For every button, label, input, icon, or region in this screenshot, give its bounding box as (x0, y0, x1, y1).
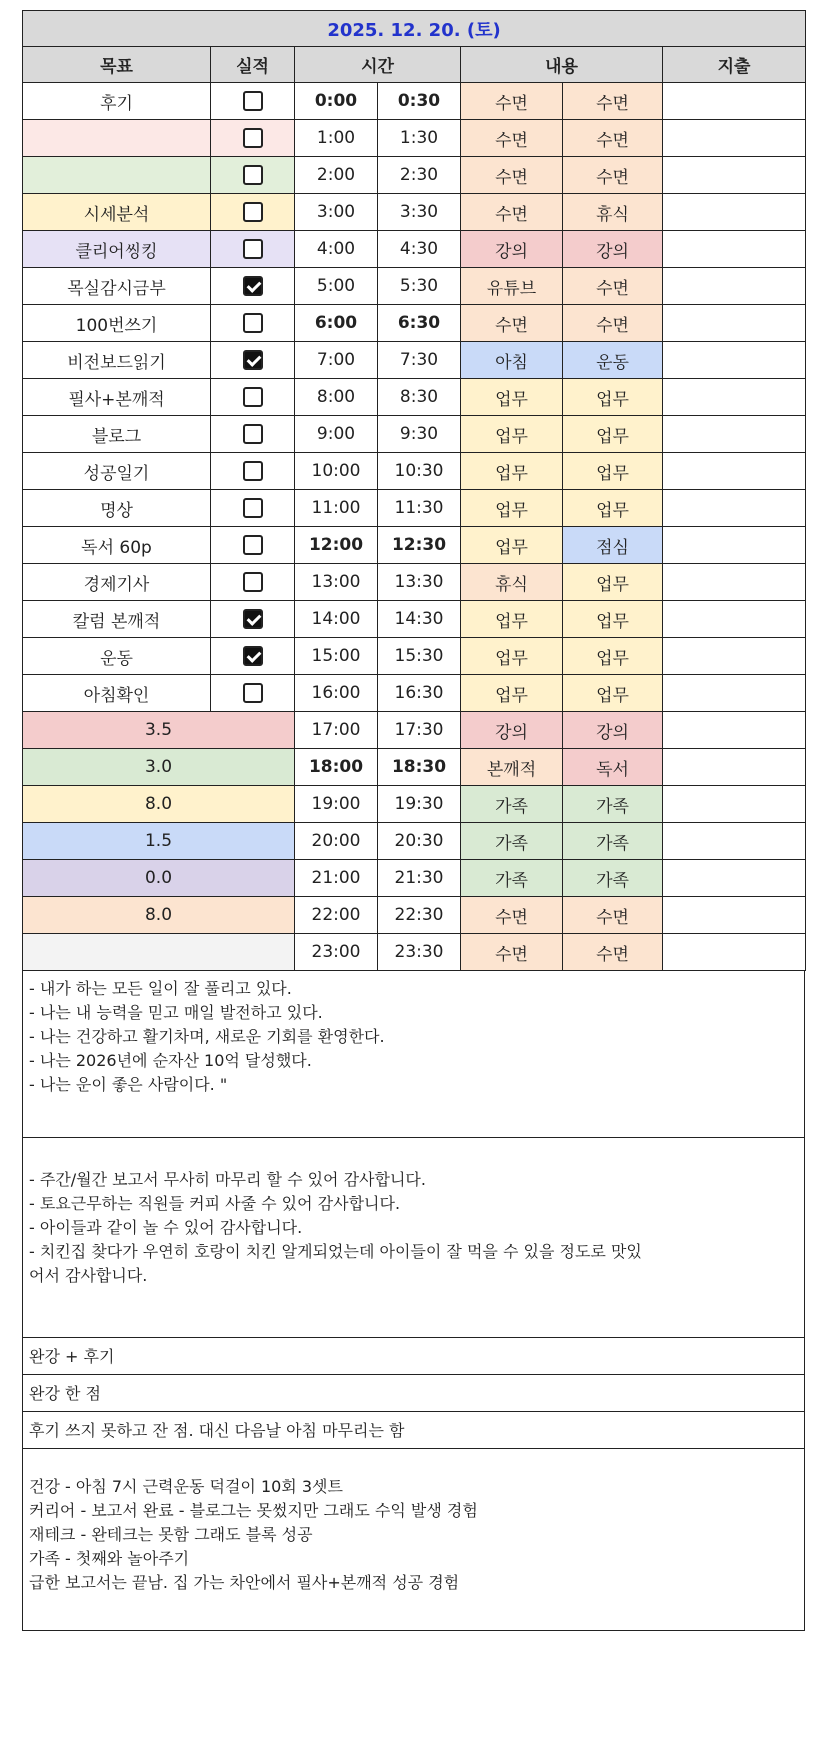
result-cell (211, 268, 295, 305)
content-first-half[interactable]: 수면 (461, 194, 563, 231)
schedule-row (23, 712, 806, 749)
content-second-half[interactable]: 업무 (563, 490, 663, 527)
time-start: 14:00 (295, 601, 378, 638)
goal-cell[interactable]: 필사+본깨적 (23, 379, 211, 416)
content-second-half[interactable]: 수면 (563, 268, 663, 305)
content-first-half[interactable]: 업무 (461, 601, 563, 638)
schedule-row (23, 83, 806, 120)
time-end: 11:30 (378, 490, 461, 527)
content-second-half[interactable]: 강의 (563, 712, 663, 749)
content-second-half[interactable]: 업무 (563, 638, 663, 675)
content-second-half[interactable]: 수면 (563, 897, 663, 934)
checkbox-icon[interactable] (243, 313, 263, 333)
daily-planner-sheet (22, 10, 805, 1631)
content-first-half[interactable]: 수면 (461, 157, 563, 194)
content-second-half[interactable]: 업무 (563, 564, 663, 601)
expense-cell[interactable] (663, 231, 806, 268)
improve-note[interactable]: 후기 쓰지 못하고 잔 점. 대신 다음날 아침 마무리는 함 (23, 1411, 805, 1448)
goal-cell[interactable]: 비전보드읽기 (23, 342, 211, 379)
time-start: 9:00 (295, 416, 378, 453)
schedule-row (23, 120, 806, 157)
affirmations-list (29, 977, 798, 1097)
expense-cell[interactable] (663, 83, 806, 120)
result-cell (211, 231, 295, 268)
result-header: 실적 (211, 47, 295, 83)
time-end: 15:30 (378, 638, 461, 675)
checkbox-icon[interactable] (243, 128, 263, 148)
text-line: 건강 - 아침 7시 근력운동 덕걸이 10회 3셋트 (29, 1476, 343, 1496)
checked-checkbox-icon[interactable] (243, 276, 263, 296)
content-first-half[interactable]: 수면 (461, 897, 563, 934)
text-line: - 나는 내 능력을 믿고 매일 발전하고 있다. (29, 1002, 323, 1022)
result-cell (211, 194, 295, 231)
time-start: 6:00 (295, 305, 378, 342)
content-first-half[interactable]: 업무 (461, 453, 563, 490)
content-second-half[interactable]: 강의 (563, 231, 663, 268)
schedule-row (23, 453, 806, 490)
schedule-row (23, 749, 806, 786)
schedule-row (23, 194, 806, 231)
time-end: 9:30 (378, 416, 461, 453)
content-second-half[interactable]: 가족 (563, 786, 663, 823)
text-line: - 주간/월간 보고서 무사히 마무리 할 수 있어 감사합니다. (29, 1169, 426, 1189)
gratitude-list (29, 1168, 798, 1288)
time-end: 4:30 (378, 231, 461, 268)
content-second-half[interactable]: 수면 (563, 157, 663, 194)
checkbox-icon[interactable] (243, 202, 263, 222)
content-first-half[interactable]: 업무 (461, 675, 563, 712)
time-end: 17:30 (378, 712, 461, 749)
result-cell (211, 638, 295, 675)
goal-cell[interactable]: 시세분석 (23, 194, 211, 231)
content-first-half[interactable]: 가족 (461, 860, 563, 897)
checkbox-icon[interactable] (243, 498, 263, 518)
text-line: 가족 - 첫째와 놀아주기 (29, 1548, 190, 1568)
time-header: 시간 (295, 47, 461, 83)
content-second-half[interactable]: 수면 (563, 83, 663, 120)
time-start: 23:00 (295, 934, 378, 971)
content-first-half[interactable]: 유튜브 (461, 268, 563, 305)
time-start: 19:00 (295, 786, 378, 823)
time-start: 18:00 (295, 749, 378, 786)
result-cell (211, 305, 295, 342)
expense-cell[interactable] (663, 601, 806, 638)
expense-cell[interactable] (663, 638, 806, 675)
result-cell (211, 453, 295, 490)
goal-cell[interactable]: 칼럼 본깨적 (23, 601, 211, 638)
text-line: - 나는 건강하고 활기차며, 새로운 기회를 환영한다. (29, 1026, 385, 1046)
schedule-row (23, 897, 806, 934)
content-first-half[interactable]: 수면 (461, 120, 563, 157)
content-first-half[interactable]: 아침 (461, 342, 563, 379)
schedule-row (23, 601, 806, 638)
result-cell (211, 675, 295, 712)
expense-cell[interactable] (663, 934, 806, 971)
content-first-half[interactable]: 업무 (461, 638, 563, 675)
schedule-row (23, 268, 806, 305)
text-line: - 치킨집 찾다가 우연히 호랑이 치킨 알게되었는데 아이들이 잘 먹을 수 있을 정도로 맛있 (29, 1241, 642, 1261)
result-cell (211, 564, 295, 601)
time-start: 0:00 (295, 83, 378, 120)
checkbox-icon[interactable] (243, 91, 263, 111)
content-second-half[interactable]: 가족 (563, 823, 663, 860)
expense-cell[interactable] (663, 157, 806, 194)
time-end: 20:30 (378, 823, 461, 860)
checkbox-icon[interactable] (243, 424, 263, 444)
gratitude-cell[interactable] (23, 1137, 805, 1337)
goal-cell[interactable]: 명상 (23, 490, 211, 527)
expense-cell[interactable] (663, 379, 806, 416)
schedule-table (22, 10, 806, 971)
summary-hours: 8.0 (23, 786, 295, 823)
text-line: - 나는 2026년에 순자산 10억 달성했다. (29, 1050, 312, 1070)
time-end: 22:30 (378, 897, 461, 934)
content-first-half[interactable]: 수면 (461, 934, 563, 971)
time-end: 0:30 (378, 83, 461, 120)
content-first-half[interactable]: 강의 (461, 712, 563, 749)
expense-cell[interactable] (663, 194, 806, 231)
goal-cell[interactable] (23, 157, 211, 194)
text-line: 재테크 - 완테크는 못함 그래도 블록 성공 (29, 1524, 313, 1544)
checked-checkbox-icon[interactable] (243, 609, 263, 629)
schedule-row (23, 231, 806, 268)
summary-cell[interactable] (23, 1448, 805, 1630)
goal-cell[interactable]: 운동 (23, 638, 211, 675)
content-second-half[interactable]: 업무 (563, 416, 663, 453)
schedule-row (23, 860, 806, 897)
time-start: 5:00 (295, 268, 378, 305)
schedule-row (23, 305, 806, 342)
content-second-half[interactable]: 수면 (563, 120, 663, 157)
result-cell (211, 601, 295, 638)
time-start: 15:00 (295, 638, 378, 675)
expense-cell[interactable] (663, 823, 806, 860)
text-line: - 나는 운이 좋은 사람이다. " (29, 1074, 228, 1094)
time-end: 13:30 (378, 564, 461, 601)
time-start: 21:00 (295, 860, 378, 897)
expense-cell[interactable] (663, 860, 806, 897)
time-end: 18:30 (378, 749, 461, 786)
goal-cell[interactable]: 경제기사 (23, 564, 211, 601)
time-start: 4:00 (295, 231, 378, 268)
goal-cell[interactable] (23, 120, 211, 157)
checkbox-icon[interactable] (243, 572, 263, 592)
summary-hours: 3.5 (23, 712, 295, 749)
checkbox-icon[interactable] (243, 239, 263, 259)
time-start: 17:00 (295, 712, 378, 749)
time-start: 8:00 (295, 379, 378, 416)
result-cell (211, 342, 295, 379)
time-start: 13:00 (295, 564, 378, 601)
expense-cell[interactable] (663, 564, 806, 601)
result-cell (211, 527, 295, 564)
content-second-half[interactable]: 수면 (563, 305, 663, 342)
expense-cell[interactable] (663, 120, 806, 157)
content-first-half[interactable]: 업무 (461, 379, 563, 416)
content-first-half[interactable]: 업무 (461, 527, 563, 564)
content-first-half[interactable]: 본깨적 (461, 749, 563, 786)
content-first-half[interactable]: 업무 (461, 490, 563, 527)
checkbox-icon[interactable] (243, 387, 263, 407)
affirmations-cell[interactable] (23, 970, 805, 1137)
schedule-row (23, 157, 806, 194)
goal-cell[interactable]: 100번쓰기 (23, 305, 211, 342)
expense-cell[interactable] (663, 527, 806, 564)
date-header: 2025. 12. 20. (토) (23, 11, 806, 47)
content-first-half[interactable]: 수면 (461, 83, 563, 120)
expense-cell[interactable] (663, 342, 806, 379)
goal-cell[interactable]: 블로그 (23, 416, 211, 453)
content-first-half[interactable]: 가족 (461, 823, 563, 860)
content-second-half[interactable]: 독서 (563, 749, 663, 786)
result-cell (211, 416, 295, 453)
time-start: 16:00 (295, 675, 378, 712)
content-second-half[interactable]: 업무 (563, 675, 663, 712)
time-end: 12:30 (378, 527, 461, 564)
notes-table (22, 970, 805, 1631)
time-start: 10:00 (295, 453, 378, 490)
goal-cell[interactable]: 후기 (23, 83, 211, 120)
checkbox-icon[interactable] (243, 683, 263, 703)
goal-cell[interactable]: 아침확인 (23, 675, 211, 712)
content-header: 내용 (461, 47, 663, 83)
content-first-half[interactable]: 강의 (461, 231, 563, 268)
schedule-row (23, 786, 806, 823)
time-start: 7:00 (295, 342, 378, 379)
time-end: 8:30 (378, 379, 461, 416)
time-end: 5:30 (378, 268, 461, 305)
content-first-half[interactable]: 업무 (461, 416, 563, 453)
expense-cell[interactable] (663, 268, 806, 305)
time-start: 22:00 (295, 897, 378, 934)
content-second-half[interactable]: 운동 (563, 342, 663, 379)
result-cell (211, 83, 295, 120)
time-end: 2:30 (378, 157, 461, 194)
expense-cell[interactable] (663, 416, 806, 453)
content-second-half[interactable]: 업무 (563, 379, 663, 416)
content-second-half[interactable]: 수면 (563, 934, 663, 971)
goal-cell[interactable]: 목실감시금부 (23, 268, 211, 305)
schedule-row (23, 342, 806, 379)
time-end: 7:30 (378, 342, 461, 379)
time-end: 6:30 (378, 305, 461, 342)
schedule-row (23, 934, 806, 971)
time-start: 2:00 (295, 157, 378, 194)
expense-cell[interactable] (663, 305, 806, 342)
summary-hours: 8.0 (23, 897, 295, 934)
time-start: 20:00 (295, 823, 378, 860)
content-second-half[interactable]: 업무 (563, 453, 663, 490)
expense-cell[interactable] (663, 453, 806, 490)
text-line: - 내가 하는 모든 일이 잘 풀리고 있다. (29, 978, 292, 998)
time-end: 10:30 (378, 453, 461, 490)
summary-list (29, 1475, 798, 1595)
content-second-half[interactable]: 업무 (563, 601, 663, 638)
time-start: 11:00 (295, 490, 378, 527)
expense-cell[interactable] (663, 675, 806, 712)
expense-header: 지출 (663, 47, 806, 83)
goal-cell[interactable]: 독서 60p (23, 527, 211, 564)
schedule-row (23, 638, 806, 675)
checked-checkbox-icon[interactable] (243, 350, 263, 370)
checkbox-icon[interactable] (243, 461, 263, 481)
schedule-row (23, 490, 806, 527)
checkbox-icon[interactable] (243, 165, 263, 185)
review-title[interactable]: 완강 + 후기 (23, 1337, 805, 1374)
content-first-half[interactable]: 가족 (461, 786, 563, 823)
time-end: 21:30 (378, 860, 461, 897)
result-cell (211, 120, 295, 157)
time-end: 23:30 (378, 934, 461, 971)
content-first-half[interactable]: 수면 (461, 305, 563, 342)
schedule-row (23, 823, 806, 860)
expense-cell[interactable] (663, 897, 806, 934)
content-second-half[interactable]: 점심 (563, 527, 663, 564)
text-line: - 아이들과 같이 놀 수 있어 감사합니다. (29, 1217, 303, 1237)
schedule-row (23, 564, 806, 601)
text-line: 급한 보고서는 끝남. 집 가는 차안에서 필사+본깨적 성공 경험 (29, 1572, 460, 1592)
summary-hours: 0.0 (23, 860, 295, 897)
time-end: 3:30 (378, 194, 461, 231)
schedule-row (23, 379, 806, 416)
time-start: 1:00 (295, 120, 378, 157)
text-line: 커리어 - 보고서 완료 - 블로그는 못썼지만 그래도 수익 발생 경험 (29, 1500, 478, 1520)
expense-cell[interactable] (663, 490, 806, 527)
result-cell (211, 379, 295, 416)
time-end: 19:30 (378, 786, 461, 823)
summary-hours (23, 934, 295, 971)
content-second-half[interactable]: 가족 (563, 860, 663, 897)
goal-cell[interactable]: 클리어씽킹 (23, 231, 211, 268)
content-second-half[interactable]: 휴식 (563, 194, 663, 231)
expense-cell[interactable] (663, 712, 806, 749)
time-start: 12:00 (295, 527, 378, 564)
done-note[interactable]: 완강 한 점 (23, 1374, 805, 1411)
goal-header: 목표 (23, 47, 211, 83)
summary-hours: 3.0 (23, 749, 295, 786)
text-line: - 토요근무하는 직원들 커피 사줄 수 있어 감사합니다. (29, 1193, 401, 1213)
goal-cell[interactable]: 성공일기 (23, 453, 211, 490)
summary-hours: 1.5 (23, 823, 295, 860)
schedule-row (23, 416, 806, 453)
time-end: 16:30 (378, 675, 461, 712)
time-start: 3:00 (295, 194, 378, 231)
result-cell (211, 157, 295, 194)
checked-checkbox-icon[interactable] (243, 646, 263, 666)
checkbox-icon[interactable] (243, 535, 263, 555)
content-first-half[interactable]: 휴식 (461, 564, 563, 601)
expense-cell[interactable] (663, 786, 806, 823)
schedule-row (23, 527, 806, 564)
result-cell (211, 490, 295, 527)
text-line: 어서 감사합니다. (29, 1265, 148, 1285)
time-end: 1:30 (378, 120, 461, 157)
expense-cell[interactable] (663, 749, 806, 786)
schedule-row (23, 675, 806, 712)
time-end: 14:30 (378, 601, 461, 638)
